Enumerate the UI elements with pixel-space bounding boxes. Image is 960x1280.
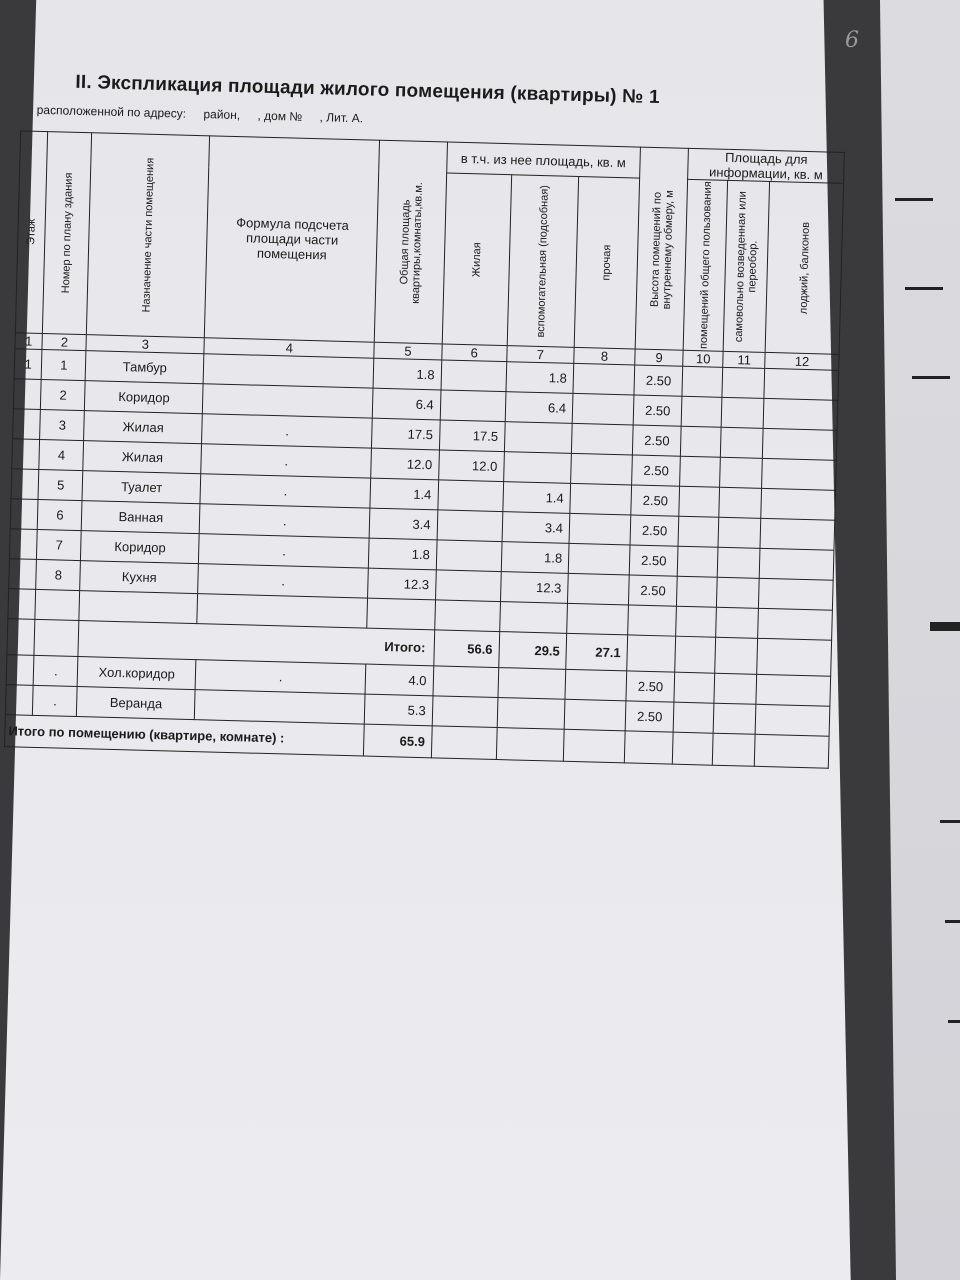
cell-other (568, 573, 630, 605)
cell-total: 5.3 (365, 694, 433, 726)
cell-floor (13, 379, 41, 410)
cell-total: 12.3 (368, 568, 436, 600)
cell-living (441, 360, 507, 392)
header-height: Высота помещений по внутреннему обмеру, м (635, 147, 689, 350)
cell-formula: . (198, 564, 369, 598)
cell-empty (721, 427, 764, 458)
cell-name: Кухня (80, 561, 198, 594)
cell-total: 1.8 (369, 538, 437, 570)
address-label: расположенной по адресу: (36, 102, 187, 121)
cell-empty (760, 518, 834, 550)
cell-height: 2.50 (630, 515, 679, 546)
cell-formula (194, 690, 365, 724)
grand-total-label: Итого по помещению (квартире, комнате) : (5, 715, 365, 756)
header-formula: Формула подсчета площади части помещения (204, 136, 379, 342)
subtotal-aux: 27.1 (566, 633, 628, 671)
cell-floor (13, 409, 41, 440)
header-plan-no: Номер по плану здания (43, 132, 92, 335)
address-house: , дом № (257, 108, 303, 124)
header-common-use: помещений общего пользования (683, 179, 727, 351)
cell-empty (759, 578, 833, 610)
cell-height: 2.50 (628, 575, 677, 606)
cell-height: 2.50 (631, 485, 680, 516)
cell-floor (12, 439, 40, 470)
cell-empty (760, 548, 834, 580)
cell-no: 1 (41, 349, 86, 380)
col-num: 5 (374, 342, 442, 360)
cell-living: 12.0 (438, 450, 504, 482)
cell-no: 6 (38, 499, 83, 530)
cell-aux: 1.4 (503, 482, 571, 514)
cell-formula: . (199, 504, 370, 538)
cell-empty (679, 486, 720, 517)
cell-living (438, 480, 504, 512)
cell-total: 4.0 (365, 664, 433, 696)
cell-no: 3 (40, 409, 85, 440)
col-num: 9 (635, 349, 684, 366)
cell-name: Хол.коридор (78, 657, 196, 690)
cell-living (436, 540, 502, 572)
cell-no: 8 (36, 559, 81, 590)
header-self-built: самовольно возведенная или переобор. (723, 180, 769, 352)
col-num: 11 (723, 351, 765, 368)
cell-living: 17.5 (439, 420, 505, 452)
cell-aux: 1.8 (501, 542, 569, 574)
cell-other (573, 363, 635, 395)
cell-total: 12.0 (371, 448, 439, 480)
cell-no: 2 (41, 379, 86, 410)
cell-other (570, 483, 632, 515)
cell-name: Туалет (82, 471, 200, 504)
cell-total: 1.4 (370, 478, 438, 510)
address-letter: , Лит. А. (319, 110, 364, 126)
subtotal-label: Итого: (78, 621, 434, 666)
cell-empty (762, 458, 836, 490)
cell-total: 6.4 (373, 388, 441, 420)
cell-height: 2.50 (626, 671, 675, 702)
cell-other (568, 543, 630, 575)
cell-height: 2.50 (629, 545, 678, 576)
cell-total: 17.5 (372, 418, 440, 450)
cell-height: 2.50 (632, 425, 681, 456)
col-num: 7 (507, 346, 575, 364)
cell-empty (680, 456, 721, 487)
cell-floor (11, 469, 39, 500)
cell-empty (763, 428, 837, 460)
col-num: 8 (574, 347, 635, 365)
cell-name: Тамбур (86, 351, 204, 384)
subtotal-total: 56.6 (433, 630, 499, 668)
col-num: 1 (15, 333, 43, 350)
col-num: 10 (683, 350, 723, 367)
cell-other (572, 393, 634, 425)
cell-formula: . (202, 414, 373, 448)
cell-empty (678, 546, 719, 577)
header-auxiliary: вспомогательная (подсобная) (507, 175, 579, 348)
cell-formula: . (199, 534, 370, 568)
cell-living (435, 570, 501, 602)
cell-living (440, 390, 506, 422)
cell-other (569, 513, 631, 545)
header-info-group: Площадь для информации, кв. м (688, 148, 844, 183)
cell-aux: 12.3 (500, 572, 568, 604)
cell-total: 3.4 (369, 508, 437, 540)
cell-empty (717, 547, 760, 578)
cell-aux: 6.4 (505, 392, 573, 424)
header-incl-group: в т.ч. из нее площадь, кв. м (446, 142, 640, 178)
cell-no: 5 (38, 469, 83, 500)
cell-formula: . (195, 660, 366, 694)
cell-height: 2.50 (625, 701, 674, 732)
cell-formula (202, 384, 373, 418)
cell-name: Коридор (85, 381, 203, 414)
cell-total: 1.8 (373, 358, 441, 390)
cell-empty (764, 368, 838, 400)
header-purpose: Назначение части помещения (87, 133, 210, 338)
cell-name: Жилая (84, 411, 202, 444)
cell-name: Жилая (83, 441, 201, 474)
cell-empty (718, 517, 761, 548)
cell-empty (682, 396, 723, 427)
cell-no: . (33, 655, 78, 686)
page-corner-note: 6 (845, 28, 859, 53)
cell-empty (763, 398, 837, 430)
cell-formula: . (200, 474, 371, 508)
cell-no: . (33, 685, 78, 716)
cell-name: Ванная (82, 501, 200, 534)
cell-aux: 3.4 (502, 512, 570, 544)
header-floor: Этаж (15, 131, 48, 334)
col-num: 4 (204, 338, 375, 358)
cell-no: 7 (37, 529, 82, 560)
subtotal-living: 29.5 (499, 632, 567, 670)
header-living: Жилая (442, 173, 512, 346)
cell-height: 2.50 (633, 395, 682, 426)
cell-empty (677, 576, 718, 607)
header-total-area: Общая площадь квартиры,комнаты,кв.м. (375, 140, 448, 344)
cell-aux (503, 452, 571, 484)
cell-living (437, 510, 503, 542)
cell-empty (722, 367, 765, 398)
explication-table (4, 130, 845, 768)
cell-aux (504, 422, 572, 454)
col-num: 2 (42, 334, 87, 351)
cell-aux: 1.8 (506, 362, 574, 394)
cell-floor (10, 499, 38, 530)
cell-floor (9, 559, 37, 590)
cell-formula (203, 354, 374, 388)
cell-empty (681, 426, 722, 457)
underlying-sheet (880, 0, 960, 1280)
cell-other (571, 453, 633, 485)
cell-empty (682, 366, 723, 397)
col-num: 6 (441, 344, 507, 362)
cell-no: 4 (39, 439, 84, 470)
address-district: район, (203, 107, 241, 123)
header-balconies: лоджий, балконов (765, 181, 843, 354)
cell-empty (761, 488, 835, 520)
cell-empty (721, 397, 764, 428)
cell-other (571, 423, 633, 455)
header-other: прочая (574, 176, 639, 349)
cell-name: Коридор (81, 531, 199, 564)
cell-empty (720, 457, 763, 488)
grand-total-value: 65.9 (364, 724, 432, 758)
cell-formula: . (201, 444, 372, 478)
cell-floor (9, 529, 37, 560)
col-num: 3 (86, 335, 204, 354)
document-title: II. Экспликация площади жилого помещения (квартиры) № 1 (75, 71, 661, 109)
cell-floor: 1 (14, 349, 42, 380)
cell-height: 2.50 (634, 365, 683, 396)
cell-empty (717, 577, 760, 608)
col-num: 12 (765, 352, 839, 370)
cell-empty (678, 516, 719, 547)
cell-empty (719, 487, 762, 518)
cell-height: 2.50 (632, 455, 681, 486)
cell-name: Веранда (77, 687, 195, 720)
